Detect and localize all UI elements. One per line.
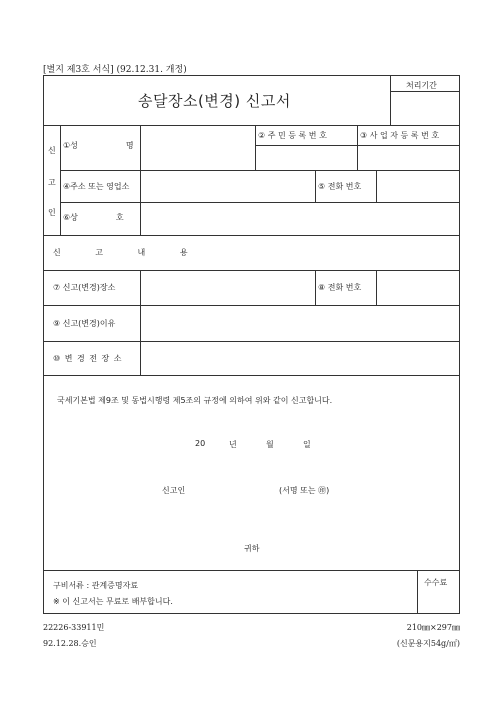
date-month: 월 (266, 440, 274, 449)
name-input[interactable] (142, 127, 253, 168)
declaration-text: 국세기본법 제9조 및 동법시행령 제5조의 규정에 의하여 위와 같이 신고합니다. (57, 396, 333, 405)
paper-size: 210㎜×297㎜ (406, 623, 460, 632)
phone1-input[interactable] (378, 172, 458, 200)
recipient-label: 귀하 (244, 544, 260, 553)
report-reason-label: ⑨ 신고(변경)이유 (53, 319, 116, 328)
paper-type: (신문용지54g/㎡) (396, 639, 460, 648)
date-year: 년 (229, 440, 237, 449)
address-label: ④주소 또는 영업소 (63, 182, 130, 191)
reporter-char-3: 인 (48, 208, 56, 217)
fee-label: 수수료 (424, 578, 448, 587)
phone2-label: ⑧ 전화 번호 (318, 283, 362, 292)
reporter-char-1: 신 (48, 146, 56, 155)
resident-reg-label: ② 주 민 등 록 번 호 (258, 131, 327, 140)
reporter-signature-label: 신고인 (162, 486, 186, 495)
trade-name-input[interactable] (142, 204, 458, 233)
address-input[interactable] (142, 172, 313, 200)
approval-date: 92.12.28.승인 (43, 639, 97, 648)
form-title: 송달장소(변경) 신고서 (138, 92, 291, 110)
phone2-input[interactable] (378, 272, 458, 303)
report-place-input[interactable] (142, 272, 313, 303)
business-reg-label: ③ 사 업 자 등 록 번 호 (360, 131, 440, 140)
free-notice: ※ 이 신고서는 무료로 배부합니다. (53, 597, 173, 606)
phone1-label: ⑤ 전화 번호 (318, 182, 362, 191)
business-reg-input[interactable] (359, 147, 458, 168)
report-reason-input[interactable] (142, 307, 458, 339)
docs-required: 구비서류 : 관계증명자료 (53, 581, 139, 590)
reporter-char-2: 고 (48, 178, 56, 187)
form-code: 22226-33911민 (43, 623, 105, 632)
sign-or-seal-hint: (서명 또는 ㊞) (279, 486, 330, 495)
report-contents-label: 신 고 내 용 (53, 248, 204, 257)
report-place-label: ⑦ 신고(변경)장소 (53, 283, 116, 292)
signature-input[interactable] (200, 480, 275, 496)
pre-change-place-label: ⑩ 변 경 전 장 소 (53, 354, 123, 363)
resident-reg-input[interactable] (257, 147, 355, 168)
name-label: ①성 명 (63, 141, 134, 150)
trade-name-label: ⑥상 호 (63, 213, 124, 222)
date-prefix: 20 (195, 439, 206, 448)
processing-period-label: 처리기간 (406, 81, 437, 90)
pre-change-place-input[interactable] (142, 343, 458, 373)
date-day: 일 (303, 440, 311, 449)
form-number: [별지 제3호 서식] (92.12.31. 개정) (43, 65, 187, 75)
